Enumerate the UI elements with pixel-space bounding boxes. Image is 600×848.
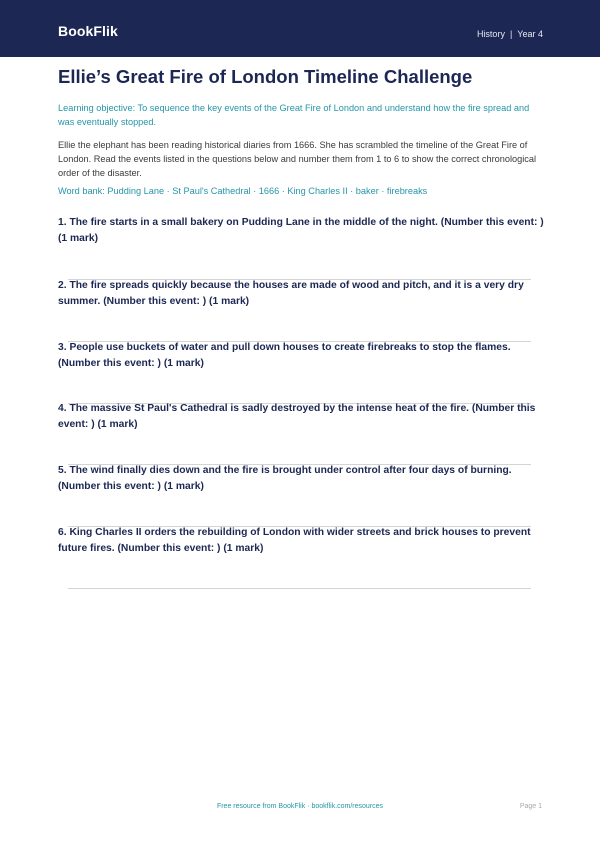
year-label: Year 4 [517, 29, 543, 39]
word-bank: Word bank: Pudding Lane · St Paul's Cathedral · 1666 · King Charles II · baker · firebreaks [58, 186, 428, 196]
question-6: 6. King Charles II orders the rebuilding of London with wider streets and brick houses to prevent future fires. (Number this event: ) (1 mark) [58, 527, 531, 554]
page-title: Ellie’s Great Fire of London Timeline Challenge [58, 66, 473, 87]
subject-label: History [476, 29, 505, 39]
question-5: 5. The wind finally dies down and the fire is brought under control after four days of burning. (Number this event: ) (1 mark) [58, 465, 512, 492]
answer-line-6[interactable] [68, 588, 531, 589]
page-number: Page 1 [519, 803, 542, 810]
question-1: 1. The fire starts in a small bakery on Pudding Lane in the middle of the night. (Number this event: ) (1 mark) [58, 217, 544, 244]
header-meta [477, 29, 543, 39]
footer-credit: Free resource from BookFlik · bookflik.com/resources [216, 803, 384, 810]
meta-separator: | [509, 29, 513, 39]
intro-paragraph: Ellie the elephant has been reading historical diaries from 1666. She has scrambled the timeline of the Great Fire of London. Read the events listed in the questions below and number them from 1 to 6 to show the correct chronological order of the disaster. [58, 140, 537, 178]
page-header [0, 0, 600, 57]
learning-objective: Learning objective: To sequence the key events of the Great Fire of London and understand how the fire spread and was eventually stopped. [58, 103, 530, 127]
question-3: 3. People use buckets of water and pull down houses to create firebreaks to stop the flames. (Number this event: ) (1 mark) [58, 342, 511, 369]
brand-logo-text: BookFlik [58, 23, 118, 39]
question-4: 4. The massive St Paul's Cathedral is sadly destroyed by the intense heat of the fire. (Number this event: ) (1 mark) [58, 403, 536, 430]
question-2: 2. The fire spreads quickly because the houses are made of wood and pitch, and it is a very dry summer. (Number this event: ) (1 mark) [58, 280, 524, 307]
